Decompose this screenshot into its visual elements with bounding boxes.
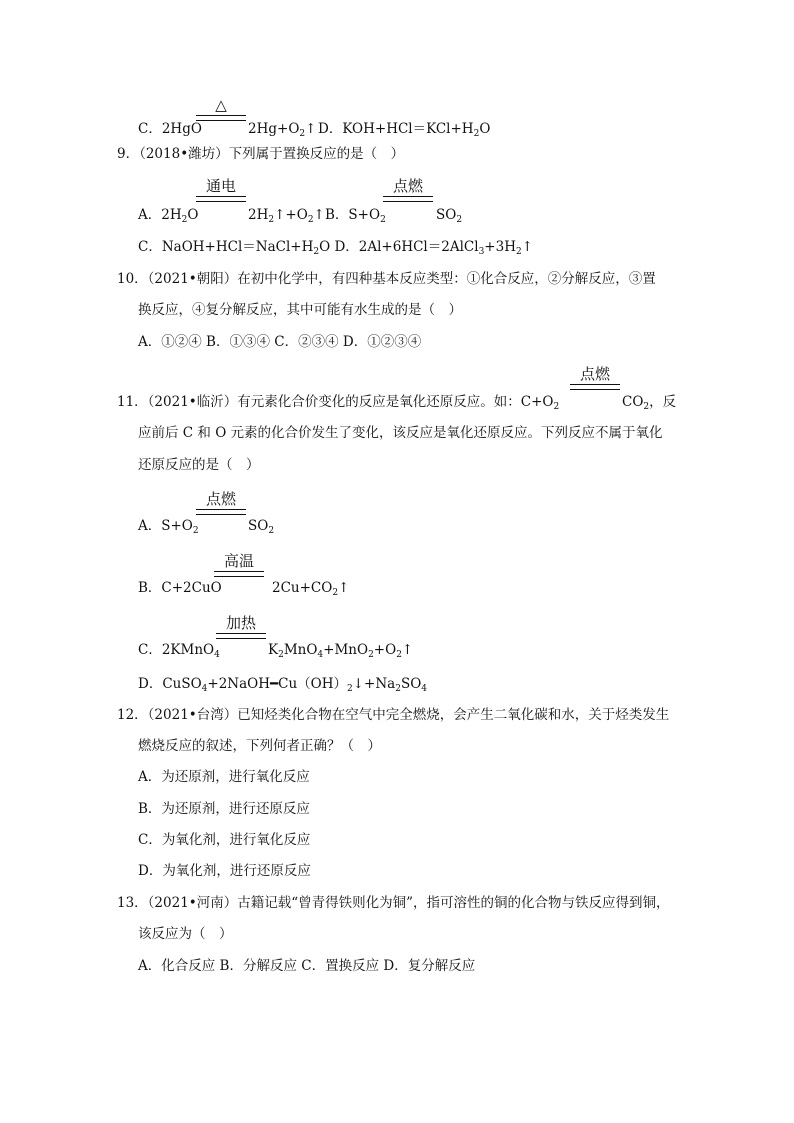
q12-option-c: C．为氧化剂，进行氧化反应 [138,832,311,848]
q9-option-b-product: $SO_2$ [436,207,463,225]
reaction-condition-electrolysis: 通电 [196,177,246,202]
q11-stem-line-3: 还原反应的是（ ） [138,457,260,473]
q10-stem-line-2: 换反应，④复分解反应，其中可能有水生成的是（ ） [138,302,462,318]
q12-stem-line-2: 燃烧反应的叙述，下列何者正确？（ ） [138,738,381,754]
q9-option-c-d: C．$NaOH+HCl=NaCl+H_2O$ D．$2Al+6HCl=2AlCl_3+3H_2↑$ [138,239,534,257]
q13-stem-line-2: 该反应为（ ） [138,926,233,942]
q9-option-b-reactant: B．$S+O_2$ [325,207,386,225]
q11-stem-line-1-product: $CO_2$，反 [622,394,677,412]
q12-option-b: B．为还原剂，进行还原反应 [138,801,310,817]
reaction-condition-heat [196,96,246,121]
q11-option-a-product: $SO_2$ [248,518,275,536]
reaction-condition-ignite: 点燃 [383,177,433,202]
q11-option-c-product: $K_2MnO_4+MnO_2+O_2↑$ [268,642,414,660]
q13-options: A．化合反应 B．分解反应 C．置换反应 D．复分解反应 [138,958,476,974]
q11-stem-line-1: 11．（2021•临沂）有元素化合价变化的反应是氧化还原反应。如：$C+O_2$ [117,394,560,412]
q10-stem-line-1: 10．（2021•朝阳）在初中化学中，有四种基本反应类型：①化合反应，②分解反应，③置 [117,271,656,287]
reaction-condition-high-temp: 高温 [214,552,264,577]
q13-stem-line-1: 13．（2021•河南）古籍记载“曾青得铁则化为铜”，指可溶性的铜的化合物与铁反应得到铜， [117,895,670,911]
q12-option-a: A．为还原剂，进行氧化反应 [138,769,310,785]
q8-option-c-reactant: C．2HgO [138,121,202,137]
q11-option-a-reactant: A．$S+O_2$ [138,518,199,536]
reaction-condition-heating: 加热 [216,614,266,639]
q12-stem-line-1: 12．（2021•台湾）已知烃类化合物在空气中完全燃烧，会产生二氧化碳和水，关于烃类发生 [117,707,670,723]
q8-option-c-product: $2Hg+O_2↑$ [248,121,317,139]
q12-option-d: D．为氧化剂，进行还原反应 [138,863,311,879]
q11-option-c-reactant: C．2KMnO$_4$ [138,642,220,660]
q8-option-d: D．$KOH+HCl=KCl+H_2O$ [318,121,491,139]
q11-option-b-reactant: B．C+2CuO [138,580,222,596]
heat-symbol: △ [215,96,227,114]
q11-option-b-product: $2Cu+CO_2↑$ [272,580,350,598]
q10-options: A．①②④ B．①③④ C．②③④ D．①②③④ [138,334,422,350]
reaction-condition-ignite: 点燃 [196,490,246,515]
q11-option-d: D．$CuSO_4+2NaOH━Cu(OH)_2↓+Na_2SO_4$ [138,676,428,694]
reaction-condition-ignite: 点燃 [570,365,620,390]
q11-stem-line-2: 应前后 C 和 O 元素的化合价发生了变化，该反应是氧化还原反应。下列反应不属于氧化 [138,425,663,441]
q9-option-a-reactant: A．$2H_2O$ [138,207,199,225]
q9-option-a-product: $2H_2↑+O_2↑$ [248,207,325,225]
q9-stem: 9．（2018•潍坊）下列属于置换反应的是（ ） [117,146,405,162]
